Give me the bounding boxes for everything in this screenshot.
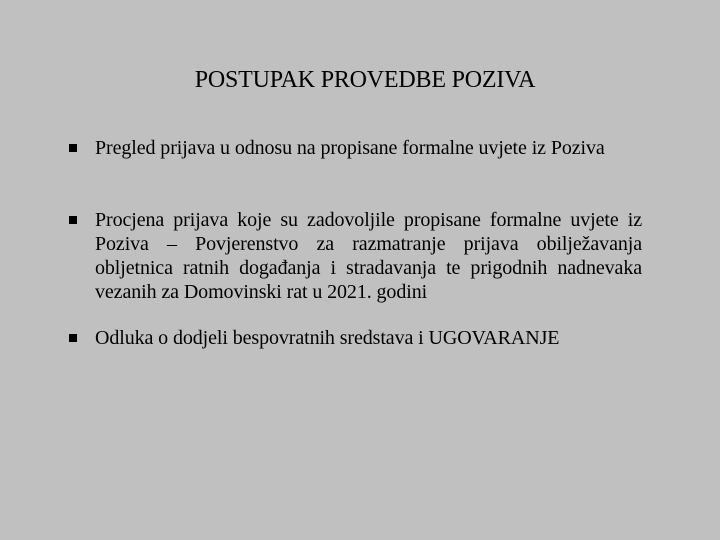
square-bullet-icon <box>69 144 77 152</box>
square-bullet-icon <box>69 334 77 342</box>
bullet-text-formal-review: Pregled prijava u odnosu na propisane formalne uvjete iz Poziva <box>95 137 605 159</box>
slide-title: POSTUPAK PROVEDBE POZIVA <box>194 67 536 93</box>
square-bullet-icon <box>69 216 77 224</box>
bullet-text-evaluation: Procjena prijava koje su zadovoljile propisane formalne uvjete iz Poziva – Povjerenstvo za razmatranje prijava obilježavanja obljetnica ratnih događanja i stradavanja te prigodnih nadnevaka vezanih za Domovinski rat u 2021. godini <box>95 209 642 303</box>
bullet-text-decision: Odluka o dodjeli bespovratnih sredstava i UGOVARANJE <box>95 327 560 349</box>
